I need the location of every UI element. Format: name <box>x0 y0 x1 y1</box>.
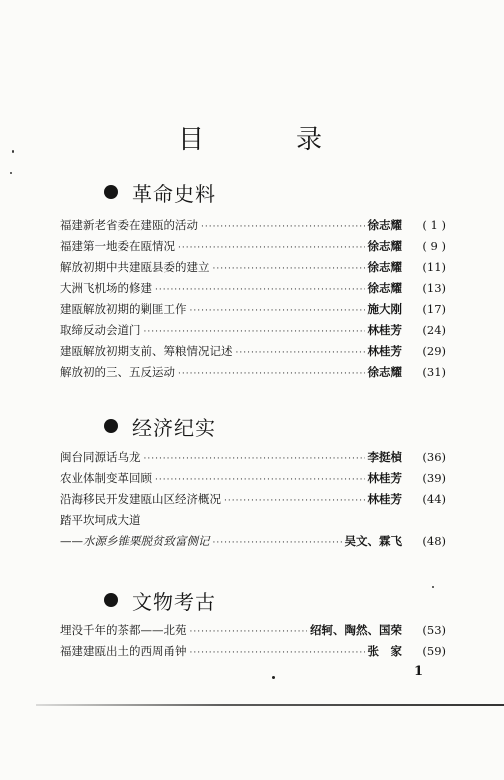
entry-title: 大洲飞机场的修建 <box>60 281 152 295</box>
leader-dots <box>190 627 308 637</box>
section-heading-revolution <box>104 178 216 206</box>
entry-page: ( 9 ) <box>422 239 446 253</box>
entry-title: 埋没千年的茶都——北苑 <box>60 623 187 637</box>
entry-page: (31) <box>422 365 446 379</box>
entry-page: (29) <box>422 344 446 358</box>
bullet-icon <box>104 593 118 607</box>
scan-speck <box>12 150 14 153</box>
entry-title: 农业体制变革回顾 <box>60 471 152 485</box>
entry-page: (13) <box>422 281 446 295</box>
leader-dots <box>144 454 365 464</box>
entry-author: 林桂芳 <box>367 492 402 506</box>
leader-dots <box>178 369 365 379</box>
toc-entry[interactable] <box>60 259 446 280</box>
toc-list-economy <box>60 449 446 554</box>
section-title: 革命史料 <box>132 181 216 206</box>
entry-title: 福建建瓯出土的西周甬钟 <box>60 644 187 658</box>
leader-dots <box>213 538 342 548</box>
entry-title: 沿海移民开发建瓯山区经济概况 <box>60 492 221 506</box>
leader-dots <box>224 496 365 506</box>
entry-page: (44) <box>422 492 446 506</box>
toc-entry[interactable] <box>60 512 446 533</box>
entry-author: 徐志耀 <box>367 239 402 253</box>
section-title: 经济纪实 <box>132 415 216 440</box>
print-speck <box>272 676 275 679</box>
scan-speck <box>432 586 434 588</box>
toc-entry[interactable] <box>60 643 446 664</box>
leader-dots <box>144 327 365 337</box>
entry-author: 徐志耀 <box>367 281 402 295</box>
entry-title: 建瓯解放初期的剿匪工作 <box>60 302 187 316</box>
entry-author: 施大刚 <box>367 302 402 316</box>
page-title <box>0 120 504 160</box>
entry-page: (53) <box>422 623 446 637</box>
leader-dots <box>190 648 365 658</box>
toc-entry[interactable] <box>60 449 446 470</box>
scan-speck <box>10 172 12 174</box>
leader-dots <box>155 285 365 295</box>
entry-title: 福建第一地委在瓯情况 <box>60 239 175 253</box>
entry-author: 吴文、霖飞 <box>344 534 402 548</box>
entry-title: 解放初的三、五反运动 <box>60 365 175 379</box>
entry-title: 解放初期中共建瓯县委的建立 <box>60 260 210 274</box>
leader-dots <box>155 475 365 485</box>
entry-author: 绍轲、陶然、国荣 <box>310 623 402 637</box>
toc-entry[interactable] <box>60 491 446 512</box>
toc-entry[interactable] <box>60 280 446 301</box>
toc-list-revolution <box>60 217 446 385</box>
entry-title: 闽台同源话乌龙 <box>60 450 141 464</box>
leader-dots <box>236 348 365 358</box>
toc-entry[interactable] <box>60 238 446 259</box>
bullet-icon <box>104 419 118 433</box>
toc-list-archaeology <box>60 622 446 664</box>
toc-entry[interactable] <box>60 301 446 322</box>
scan-edge-line <box>36 704 504 706</box>
entry-author: 林桂芳 <box>367 471 402 485</box>
entry-title: 福建新老省委在建瓯的活动 <box>60 218 198 232</box>
toc-entry[interactable] <box>60 622 446 643</box>
toc-entry[interactable] <box>60 343 446 364</box>
entry-author: 徐志耀 <box>367 365 402 379</box>
page-number: 1 <box>414 664 424 679</box>
entry-author: 林桂芳 <box>367 344 402 358</box>
section-heading-archaeology <box>104 586 216 614</box>
leader-dots <box>190 306 365 316</box>
entry-author: 徐志耀 <box>367 260 402 274</box>
entry-page: (39) <box>422 471 446 485</box>
entry-page: (48) <box>422 534 446 548</box>
entry-title: 踏平坎坷成大道 <box>60 513 141 527</box>
page-title-char-1: 目 <box>178 125 205 155</box>
section-title: 文物考古 <box>132 589 216 614</box>
toc-entry[interactable] <box>60 322 446 343</box>
entry-author: 张 家 <box>367 644 402 658</box>
entry-title: 建瓯解放初期支前、筹粮情况记述 <box>60 344 233 358</box>
leader-dots <box>201 222 365 232</box>
entry-author: 徐志耀 <box>367 218 402 232</box>
entry-page: (24) <box>422 323 446 337</box>
entry-page: (59) <box>422 644 446 658</box>
leader-dots <box>178 243 365 253</box>
page-title-char-2: 录 <box>296 125 323 155</box>
entry-page: (17) <box>422 302 446 316</box>
toc-entry[interactable] <box>60 217 446 238</box>
entry-title: 取缔反动会道门 <box>60 323 141 337</box>
leader-dots <box>213 264 365 274</box>
entry-page: (36) <box>422 450 446 464</box>
bullet-icon <box>104 185 118 199</box>
section-heading-economy <box>104 412 216 440</box>
entry-title: ——水源乡锥栗脱贫致富侧记 <box>60 534 210 548</box>
toc-entry-subtitle[interactable] <box>60 533 446 554</box>
toc-entry[interactable] <box>60 470 446 491</box>
entry-author: 李挺楨 <box>367 450 402 464</box>
toc-entry[interactable] <box>60 364 446 385</box>
entry-page: ( 1 ) <box>422 218 446 232</box>
entry-author: 林桂芳 <box>367 323 402 337</box>
entry-page: (11) <box>422 260 446 274</box>
